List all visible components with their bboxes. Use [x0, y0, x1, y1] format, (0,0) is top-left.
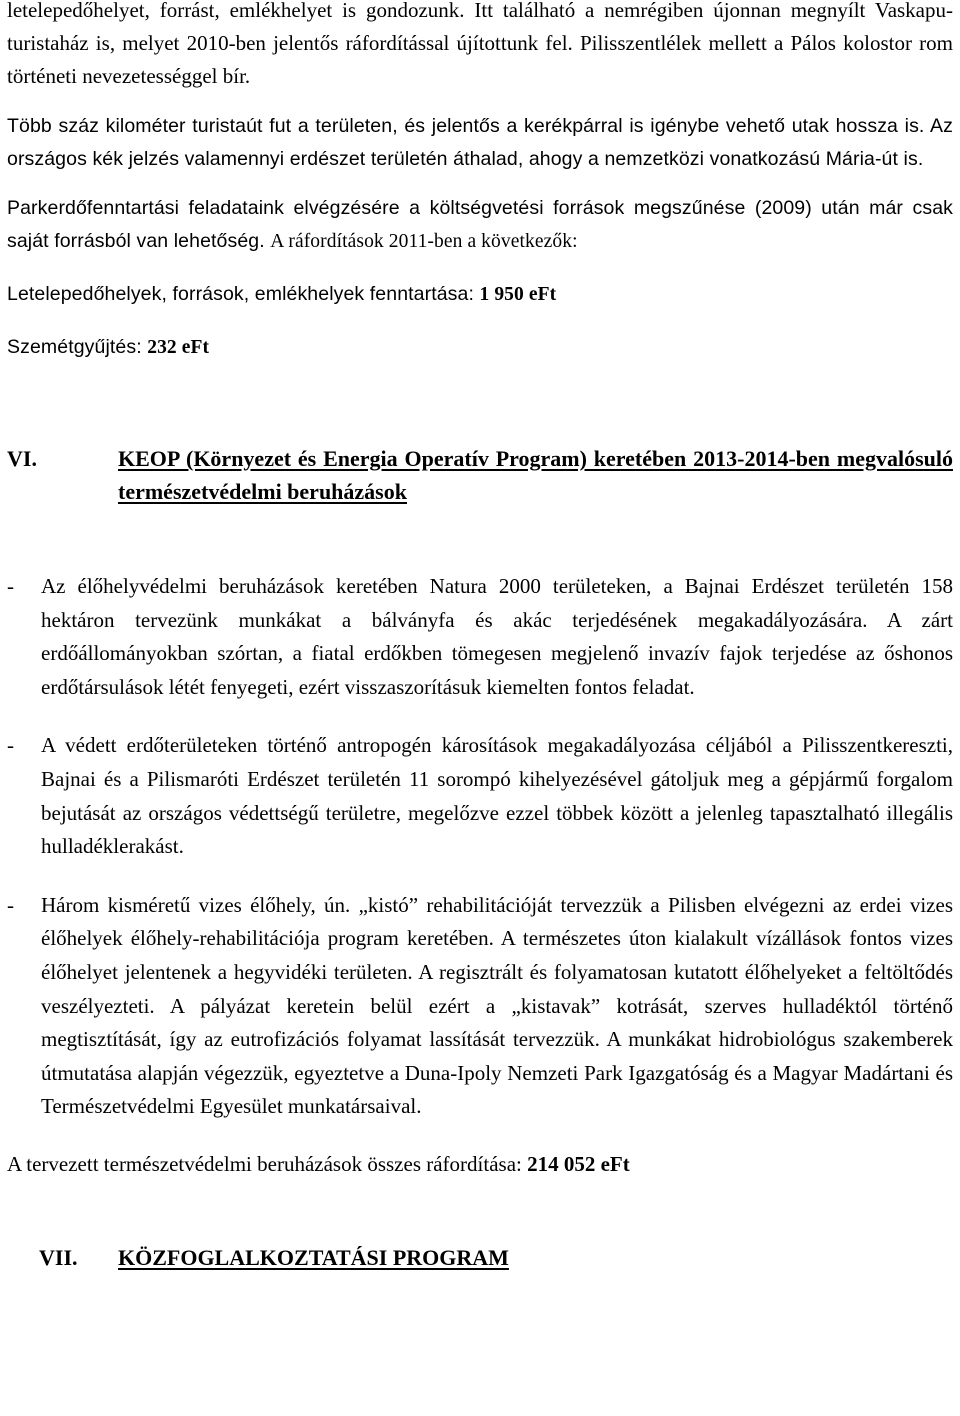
paragraph-trails — [7, 110, 953, 176]
bullet-dash: - — [7, 892, 14, 917]
section-title-vi: KEOP (Környezet és Energia Operatív Program) keretében 2013-2014-ben megvalósuló természetvédelmi beruházások — [118, 446, 953, 504]
paragraph-funding-b: A ráfordítások 2011-ben a következők: — [270, 231, 578, 252]
list-item — [7, 570, 953, 704]
section-title-vii: KÖZFOGLALKOZTATÁSI PROGRAM — [118, 1244, 509, 1270]
paragraph-trails-a: Több száz kilométer turistaút fut a területen, és jelentős a kerékpárral is igénybe vehető utak hossza is. — [7, 115, 925, 137]
bullet-text: Az élőhelyvédelmi beruházások keretében Natura 2000 területeken, a Bajnai Erdészet területén 158 hektáron tervezünk munkákat a bálványfa és akác terjedésének megakadályozására. A zárt erdőállományokban szórtan, a fiatal erdőkben tömegesen megjelenő invazív fajok terjedése az őshonos erdőtársulások létét fenyegeti, ezért visszaszorításuk kiemelten fontos feladat. — [41, 574, 953, 699]
bullet-text: A védett erdőterületeken történő antropogén károsítások megakadályozása céljából a Pilisszentkereszti, Bajnai és a Pilismaróti Erdészet területén 11 sorompó kihelyezésével gátoljuk meg a gépjármű forgalom bejutását az országos védettségű területre, megelőzve ezzel többek között a jelenleg tapasztalható illegális hulladéklerakást. — [41, 733, 953, 859]
cost-line-waste — [7, 331, 953, 364]
document-page — [7, 0, 953, 1274]
list-item — [7, 889, 953, 1124]
bullet-dash: - — [7, 733, 14, 758]
total-cost-line — [7, 1148, 953, 1181]
cost-value-waste: 232 eFt — [147, 337, 210, 358]
paragraph-trails-b: Az országos kék jelzés valamennyi erdészet területén áthalad, ahogy a nemzetközi vonatkozású Mária-út is. — [7, 115, 953, 170]
cost-line-maintenance — [7, 278, 953, 311]
paragraph-funding-a: Parkerdőfenntartási feladataink elvégzésére a költségvetési források megszűnése (2009) után már csak saját forrásból van lehetőség. — [7, 197, 953, 252]
bullet-text: Három kisméretű vizes élőhely, ún. „kistó” rehabilitációját tervezzük a Pilisben elvégezni az erdei vizes élőhelyek élőhely-rehabilitációja program keretében. A természetes úton kialakult vízállások fontos vizes élőhelyet jelentenek a hegyvidéki területen. A regisztrált és folyamatosan kutatott élőhelyeket a feltöltődés veszélyezteti. A pályázat keretein belül ezért a „kistavak” kotrását, szerves hulladéktól történő megtisztítását, így az eutrofizációs folyamat lassítását tervezzük. A munkákat hidrobiológus szakemberek útmutatása alapján végezzük, egyeztetve a Duna-Ipoly Nemzeti Park Igazgatóság és a Magyar Madártani és Természetvédelmi Egyesület munkatársaival. — [41, 892, 953, 1119]
bullet-list — [7, 570, 953, 1124]
paragraph-intro: letelepedőhelyet, forrást, emlékhelyet is gondozunk. Itt található a nemrégiben újonnan megnyílt Vaskapu-turistaház is, melyet 2010-ben jelentős ráfordítással újítottunk fel. Pilisszentlélek mellett a Pálos kolostor rom történeti nevezetességgel bír. — [7, 0, 953, 88]
paragraph-funding — [7, 192, 953, 258]
list-item — [7, 729, 953, 863]
section-heading-vi — [7, 442, 953, 508]
cost-value-maintenance: 1 950 eFt — [479, 284, 557, 305]
cost-label-maintenance: Letelepedőhelyek, források, emlékhelyek fenntartása: — [7, 283, 480, 305]
section-heading-vii — [7, 1241, 953, 1274]
cost-label-waste: Szemétgyűjtés: — [7, 336, 148, 358]
bullet-dash: - — [7, 574, 14, 598]
total-cost-label: A tervezett természetvédelmi beruházások összes ráfordítása: — [7, 1151, 528, 1176]
total-cost-value: 214 052 eFt — [527, 1151, 630, 1176]
section-number-vii: VII. — [39, 1244, 78, 1270]
section-number-vi: VI. — [7, 446, 37, 471]
